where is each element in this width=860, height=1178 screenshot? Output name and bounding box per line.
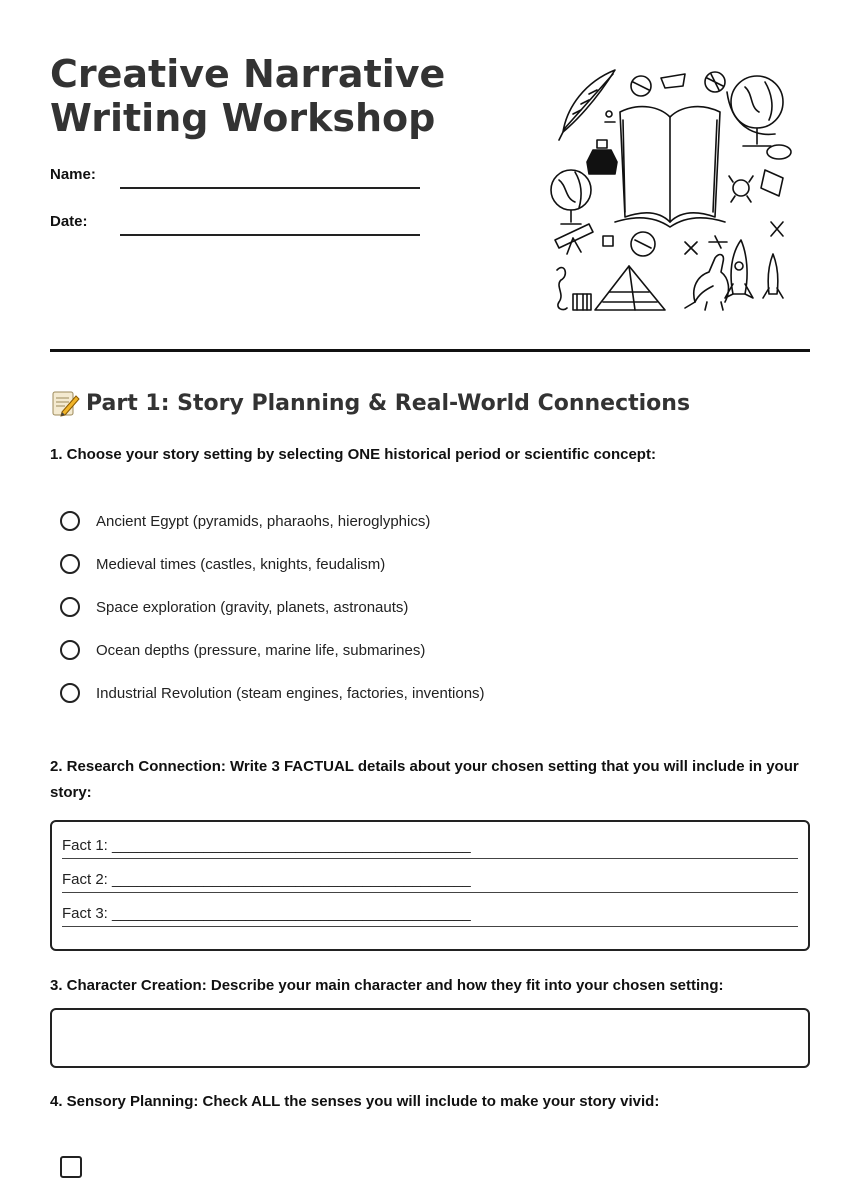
date-label: Date: <box>50 213 88 230</box>
fact-line-3[interactable]: Fact 3: ___________________________________________ <box>62 902 798 927</box>
option-4[interactable] <box>60 640 425 660</box>
title-line-2: Writing Workshop <box>50 96 436 140</box>
fact-line-1[interactable]: Fact 1: ___________________________________________ <box>62 834 798 859</box>
option-2[interactable] <box>60 554 385 574</box>
question-2: 2. Research Connection: Write 3 FACTUAL details about your chosen setting that you will include in your story: <box>50 758 799 801</box>
globe-icon <box>727 76 783 146</box>
quill-icon <box>559 70 615 140</box>
option-label: Industrial Revolution (steam engines, factories, inventions) <box>96 684 485 702</box>
radio-button[interactable] <box>60 597 80 617</box>
question-3: 3. Character Creation: Describe your main character and how they fit into your chosen setting: <box>50 977 724 994</box>
radio-button[interactable] <box>60 683 80 703</box>
open-book-icon <box>615 107 725 227</box>
question-4: 4. Sensory Planning: Check ALL the senses you will include to make your story vivid: <box>50 1093 660 1110</box>
radio-button[interactable] <box>60 554 80 574</box>
doodle-illustration <box>545 62 795 312</box>
part1-title: Part 1: Story Planning & Real-World Connections <box>86 390 691 416</box>
option-label: Ocean depths (pressure, marine life, submarines) <box>96 641 426 659</box>
option-label: Medieval times (castles, knights, feudalism) <box>96 555 386 573</box>
radio-button[interactable] <box>60 511 80 531</box>
fact-line-2[interactable]: Fact 2: ___________________________________________ <box>62 868 798 893</box>
sense-checkbox[interactable] <box>60 1156 82 1178</box>
question-1: 1. Choose your story setting by selecting ONE historical period or scientific concept: <box>50 446 656 463</box>
date-field[interactable] <box>120 234 420 236</box>
radio-button[interactable] <box>60 640 80 660</box>
header-divider <box>50 349 810 352</box>
memo-pencil-icon <box>50 388 80 418</box>
name-label: Name: <box>50 166 96 183</box>
title-line-1: Creative Narrative <box>50 52 446 96</box>
option-1[interactable] <box>60 511 430 531</box>
option-label: Ancient Egypt (pyramids, pharaohs, hieroglyphics) <box>96 512 431 530</box>
character-answer-box[interactable] <box>50 1008 810 1068</box>
facts-box[interactable] <box>50 820 810 951</box>
pyramid-icon <box>573 266 665 310</box>
telescope-icon <box>555 224 593 254</box>
small-rocket-icon <box>763 254 783 298</box>
option-label: Space exploration (gravity, planets, astronauts) <box>96 598 409 616</box>
option-5[interactable] <box>60 683 485 703</box>
option-3[interactable] <box>60 597 408 617</box>
ink-bottle-icon <box>587 140 617 174</box>
dinosaur-icon <box>685 255 728 310</box>
small-globe-icon <box>551 170 591 224</box>
part1-heading <box>50 388 690 418</box>
worksheet-title <box>50 52 490 140</box>
name-field[interactable] <box>120 187 420 189</box>
